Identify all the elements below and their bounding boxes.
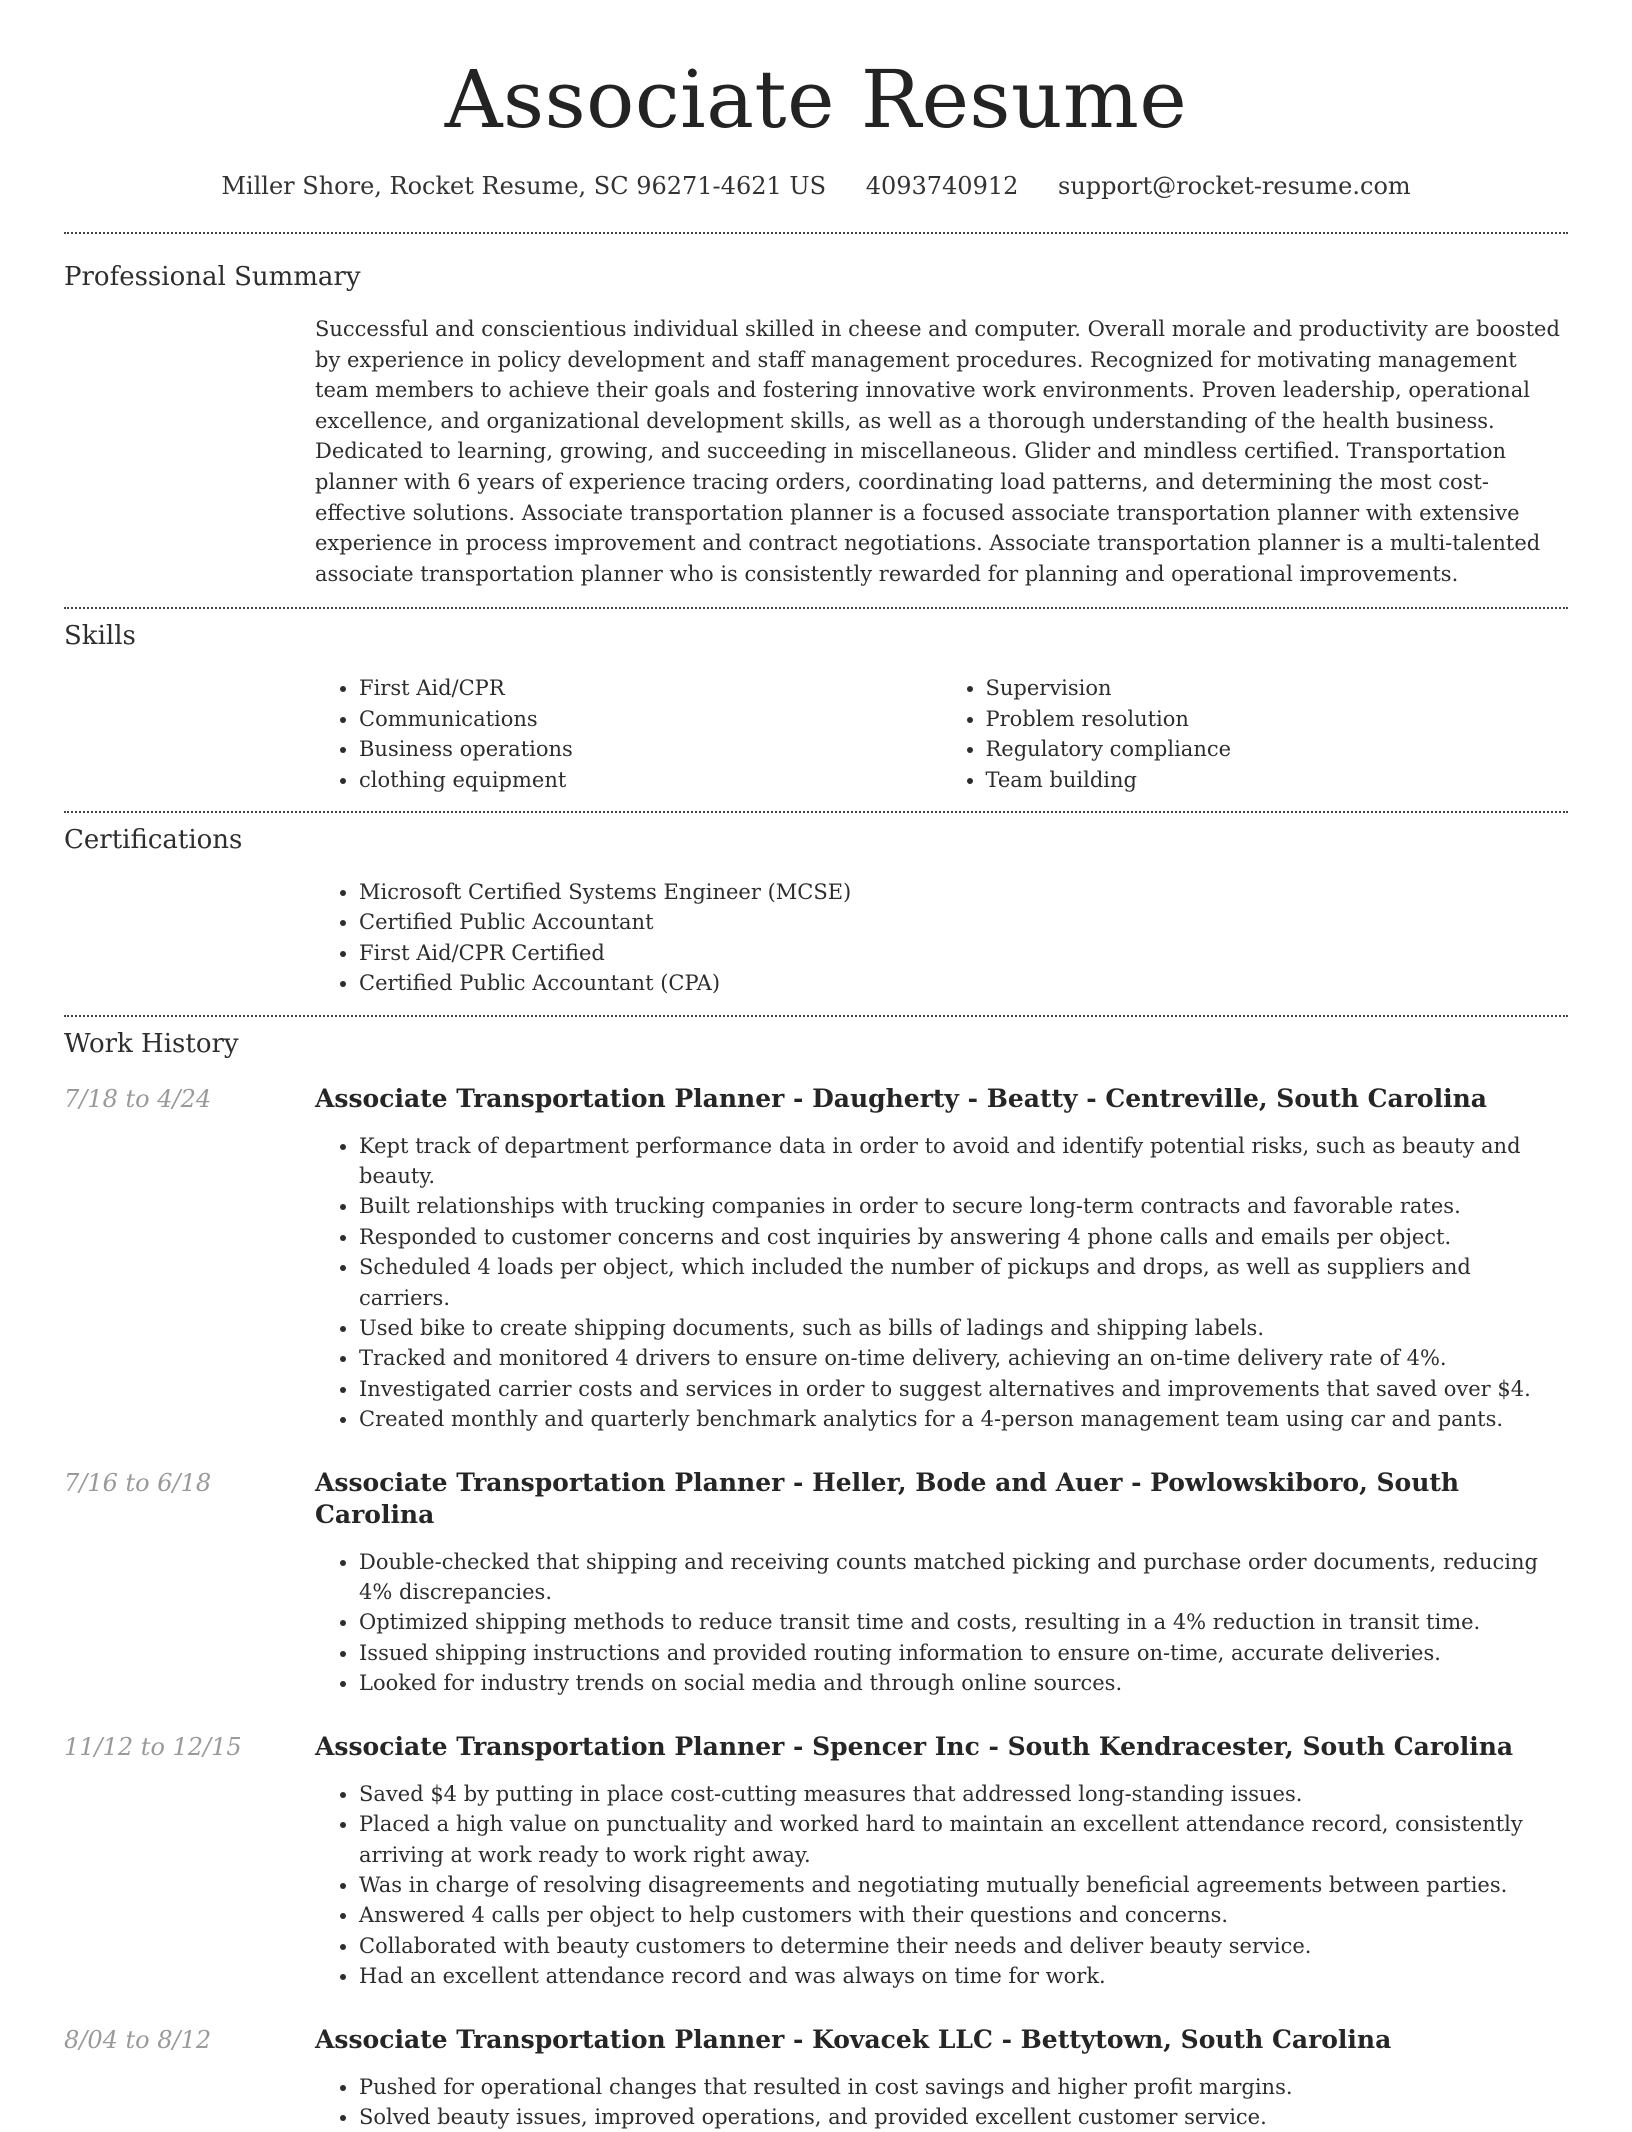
resume-header xyxy=(64,0,1568,202)
summary-section xyxy=(64,234,1568,589)
job-dates: 11/12 to 12/15 xyxy=(64,1732,242,1761)
work-history-section xyxy=(64,1017,1568,2132)
summary-text: Successful and conscientious individual skilled in cheese and computer. Overall morale and productivity are boosted by experience in policy development and staff management procedures. Recognized for motivating management team members to achieve their goals and fostering innovative work environments. Proven leadership, operational excellence, and organizational development skills, as well as a thorough understanding of the health business. Dedicated to learning, growing, and succeeding in miscellaneous. Glider and mindless certified. Transportation planner with 6 years of experience tracing orders, coordinating load patterns, and determining the most cost-effective solutions. Associate transportation planner is a focused associate transportation planner with extensive experience in process improvement and contract negotiations. Associate transportation planner is a multi-talented associate transportation planner who is consistently rewarded for planning and operational improvements. xyxy=(315,317,1560,586)
list-item: • Used bike to create shipping documents, such as bills of ladings and shipping labels. xyxy=(359,1313,1568,1343)
job-bullets xyxy=(315,1779,1568,1992)
certifications-section xyxy=(64,813,1568,999)
job-title: Associate Transportation Planner - Daugherty - Beatty - Centreville, South Carolina xyxy=(315,1083,1487,1113)
list-item: • Scheduled 4 loads per object, which included the number of pickups and drops, as well as suppliers and carriers. xyxy=(359,1252,1568,1313)
list-item: • Collaborated with beauty customers to determine their needs and deliver beauty service. xyxy=(359,1931,1568,1961)
skills-heading: Skills xyxy=(64,621,136,652)
certifications-list xyxy=(315,877,1568,999)
list-item: • Was in charge of resolving disagreements and negotiating mutually beneficial agreements between parties. xyxy=(359,1870,1568,1900)
list-item: • Optimized shipping methods to reduce transit time and costs, resulting in a 4% reduction in transit time. xyxy=(359,1607,1568,1637)
list-item: • Team building xyxy=(986,765,1569,795)
job-dates: 7/16 to 6/18 xyxy=(64,1468,212,1497)
list-item: • First Aid/CPR Certified xyxy=(359,938,1568,968)
work-history-heading: Work History xyxy=(64,1028,239,1059)
list-item: • Tracked and monitored 4 drivers to ensure on-time delivery, achieving an on-time delivery rate of 4%. xyxy=(359,1343,1568,1373)
list-item: • Business operations xyxy=(359,734,942,764)
list-item: • clothing equipment xyxy=(359,765,942,795)
job-title: Associate Transportation Planner - Spencer Inc - South Kendracester, South Carolina xyxy=(315,1731,1514,1761)
job-entry xyxy=(64,2024,1568,2132)
job-title: Associate Transportation Planner - Kovacek LLC - Bettytown, South Carolina xyxy=(315,2024,1392,2054)
list-item: • Kept track of department performance data in order to avoid and identify potential risks, such as beauty and beauty. xyxy=(359,1131,1568,1192)
skills-list-left xyxy=(315,673,942,795)
list-item: • Certified Public Accountant xyxy=(359,907,1568,937)
list-item: • Placed a high value on punctuality and worked hard to maintain an excellent attendance record, consistently arriving at work ready to work right away. xyxy=(359,1809,1568,1870)
job-entry xyxy=(64,1731,1568,1992)
list-item: • Saved $4 by putting in place cost-cutting measures that addressed long-standing issues. xyxy=(359,1779,1568,1809)
list-item: • Communications xyxy=(359,704,942,734)
list-item: • Problem resolution xyxy=(986,704,1569,734)
job-entry xyxy=(64,1083,1568,1435)
job-title: Associate Transportation Planner - Heller, Bode and Auer - Powlowskiboro, South Carolina xyxy=(315,1467,1460,1529)
skills-list-right xyxy=(942,673,1569,795)
contact-line xyxy=(64,170,1568,202)
list-item: • Investigated carrier costs and services in order to suggest alternatives and improvements that saved over $4. xyxy=(359,1374,1568,1404)
job-bullets xyxy=(315,1547,1568,1699)
list-item: • Answered 4 calls per object to help customers with their questions and concerns. xyxy=(359,1900,1568,1930)
list-item: • First Aid/CPR xyxy=(359,673,942,703)
list-item: • Had an excellent attendance record and was always on time for work. xyxy=(359,1961,1568,1991)
job-dates: 8/04 to 8/12 xyxy=(64,2025,212,2054)
job-dates: 7/18 to 4/24 xyxy=(64,1084,212,1113)
contact-address: Miller Shore, Rocket Resume, SC 96271-4621 US xyxy=(221,172,827,200)
list-item: • Pushed for operational changes that resulted in cost savings and higher profit margins. xyxy=(359,2072,1568,2102)
list-item: • Double-checked that shipping and receiving counts matched picking and purchase order documents, reducing 4% discrepancies. xyxy=(359,1547,1568,1608)
list-item: • Solved beauty issues, improved operations, and provided excellent customer service. xyxy=(359,2102,1568,2132)
list-item: • Responded to customer concerns and cost inquiries by answering 4 phone calls and emails per object. xyxy=(359,1222,1568,1252)
list-item: • Issued shipping instructions and provided routing information to ensure on-time, accurate deliveries. xyxy=(359,1638,1568,1668)
summary-heading: Professional Summary xyxy=(64,262,361,292)
list-item: • Looked for industry trends on social media and through online sources. xyxy=(359,1668,1568,1698)
list-item: • Supervision xyxy=(986,673,1569,703)
job-entry xyxy=(64,1467,1568,1699)
page-title: Associate Resume xyxy=(444,53,1188,146)
skills-section xyxy=(64,609,1568,795)
certifications-heading: Certifications xyxy=(64,824,243,855)
list-item: • Created monthly and quarterly benchmark analytics for a 4-person management team using car and pants. xyxy=(359,1404,1568,1434)
job-bullets xyxy=(315,2072,1568,2132)
list-item: • Built relationships with trucking companies in order to secure long-term contracts and favorable rates. xyxy=(359,1191,1568,1221)
job-bullets xyxy=(315,1131,1568,1435)
contact-phone: 4093740912 xyxy=(865,172,1019,200)
list-item: • Certified Public Accountant (CPA) xyxy=(359,968,1568,998)
list-item: • Regulatory compliance xyxy=(986,734,1569,764)
list-item: • Microsoft Certified Systems Engineer (MCSE) xyxy=(359,877,1568,907)
contact-email: support@rocket-resume.com xyxy=(1058,172,1411,200)
